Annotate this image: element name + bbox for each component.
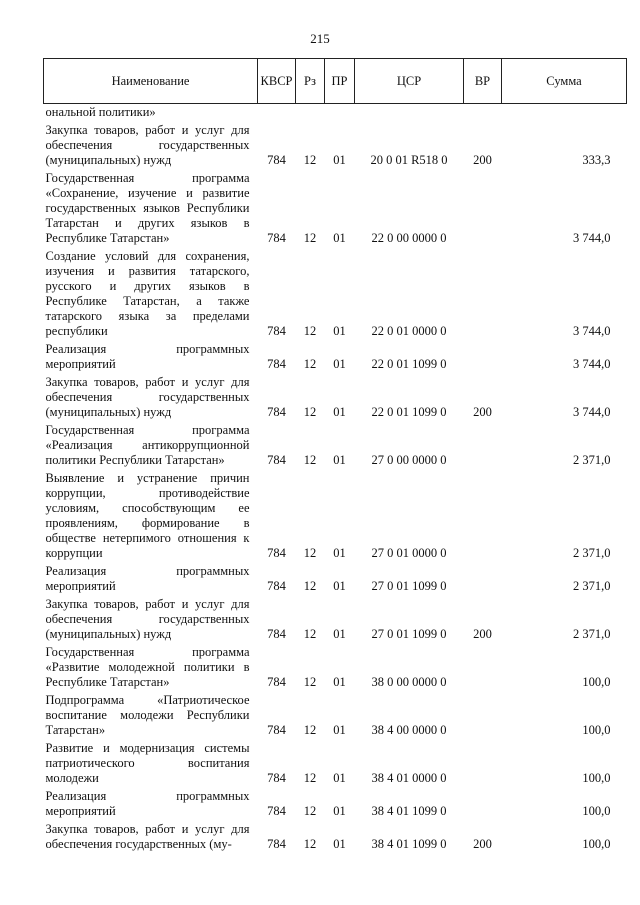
cell-kvsr: 784 xyxy=(267,675,286,689)
cell-name: Государственная программа «Реализация антикоррупционной политики Республики Татарстан» xyxy=(45,423,250,467)
cell-rz: 12 xyxy=(303,627,317,641)
cell-vr xyxy=(464,248,502,341)
table-row xyxy=(44,563,627,596)
cell-rz: 12 xyxy=(303,546,317,560)
cell-pr: 01 xyxy=(333,546,346,560)
header-sum: Сумма xyxy=(502,59,627,104)
cell-csr: 22 0 01 1099 0 xyxy=(371,357,447,371)
cell-kvsr: 784 xyxy=(267,723,286,737)
table-row xyxy=(44,740,627,788)
cell-vr xyxy=(464,470,502,563)
cell-kvsr: 784 xyxy=(267,153,286,167)
cell-name: Реализация программных мероприятий xyxy=(45,342,250,371)
table-body xyxy=(44,104,627,855)
cell-sum: 2 371,0 xyxy=(573,579,611,593)
cell-sum: 333,3 xyxy=(582,153,611,167)
header-csr: ЦСР xyxy=(355,59,464,104)
cell-vr xyxy=(464,341,502,374)
cell-kvsr: 784 xyxy=(267,804,286,818)
cell-vr xyxy=(464,788,502,821)
cell-kvsr: 784 xyxy=(267,357,286,371)
header-pr: ПР xyxy=(325,59,355,104)
cell-name: Закупка товаров, работ и услуг для обеспечения государственных (му- xyxy=(45,822,250,851)
cell-name: ональной политики» xyxy=(45,105,156,119)
table-header-row xyxy=(44,59,627,104)
cell-name: Реализация программных мероприятий xyxy=(45,789,250,818)
header-kvsr: КВСР xyxy=(258,59,296,104)
cell-pr: 01 xyxy=(333,153,346,167)
cell-vr xyxy=(464,563,502,596)
cell-csr: 38 4 01 0000 0 xyxy=(371,771,447,785)
cell-kvsr: 784 xyxy=(267,231,286,245)
cell-vr: 200 xyxy=(473,405,492,419)
cell-kvsr: 784 xyxy=(267,771,286,785)
cell-csr: 27 0 01 1099 0 xyxy=(371,627,447,641)
cell-sum: 3 744,0 xyxy=(573,357,611,371)
cell-vr xyxy=(464,104,502,123)
header-rz: Рз xyxy=(296,59,325,104)
table-row xyxy=(44,374,627,422)
table-row xyxy=(44,692,627,740)
cell-sum: 100,0 xyxy=(582,723,611,737)
table-row xyxy=(44,788,627,821)
page-number: 215 xyxy=(310,31,330,46)
cell-vr xyxy=(464,644,502,692)
cell-rz: 12 xyxy=(303,723,317,737)
cell-sum: 3 744,0 xyxy=(573,231,611,245)
cell-csr: 38 0 00 0000 0 xyxy=(371,675,447,689)
cell-csr: 27 0 01 1099 0 xyxy=(371,579,447,593)
table-row xyxy=(44,341,627,374)
header-vr: ВР xyxy=(464,59,502,104)
cell-sum: 100,0 xyxy=(582,837,611,851)
cell-pr: 01 xyxy=(333,453,346,467)
table-row xyxy=(44,104,627,123)
cell-rz: 12 xyxy=(303,231,317,245)
cell-kvsr: 784 xyxy=(267,453,286,467)
cell-csr: 27 0 00 0000 0 xyxy=(371,453,447,467)
cell-csr: 38 4 01 1099 0 xyxy=(371,804,447,818)
cell-csr: 22 0 01 1099 0 xyxy=(371,405,447,419)
cell-rz: 12 xyxy=(303,837,317,851)
cell-pr: 01 xyxy=(333,771,346,785)
cell-name: Реализация программных мероприятий xyxy=(45,564,250,593)
cell-rz: 12 xyxy=(303,357,317,371)
cell-sum: 100,0 xyxy=(582,771,611,785)
cell-kvsr: 784 xyxy=(267,579,286,593)
cell-kvsr xyxy=(258,104,296,123)
cell-sum: 2 371,0 xyxy=(573,627,611,641)
cell-vr: 200 xyxy=(473,627,492,641)
cell-csr: 38 4 01 1099 0 xyxy=(371,837,447,851)
cell-pr: 01 xyxy=(333,627,346,641)
cell-name: Создание условий для сохранения, изучения и развития татарского, русского и других языков в Республике Татарстан, а также татарского языка за пределами республики xyxy=(45,249,250,338)
table-row xyxy=(44,122,627,170)
cell-vr xyxy=(464,170,502,248)
cell-rz: 12 xyxy=(303,771,317,785)
cell-rz: 12 xyxy=(303,453,317,467)
cell-kvsr: 784 xyxy=(267,627,286,641)
cell-rz: 12 xyxy=(303,405,317,419)
cell-sum: 3 744,0 xyxy=(573,405,611,419)
cell-name: Выявление и устранение причин коррупции, противодействие условиям, способствующим ее проявлениям, формирование в обществе нетерпимого отношения к коррупции xyxy=(45,471,250,560)
cell-vr xyxy=(464,422,502,470)
cell-name: Подпрограмма «Патриотическое воспитание молодежи Республики Татарстан» xyxy=(45,693,250,737)
cell-sum: 100,0 xyxy=(582,675,611,689)
cell-rz: 12 xyxy=(303,579,317,593)
cell-vr xyxy=(464,692,502,740)
cell-pr: 01 xyxy=(333,804,346,818)
budget-table xyxy=(43,58,627,854)
cell-csr: 22 0 00 0000 0 xyxy=(371,231,447,245)
table-row xyxy=(44,248,627,341)
cell-kvsr: 784 xyxy=(267,837,286,851)
cell-vr xyxy=(464,740,502,788)
cell-pr xyxy=(325,104,355,123)
cell-sum: 2 371,0 xyxy=(573,453,611,467)
header-name: Наименование xyxy=(44,59,258,104)
table-row xyxy=(44,821,627,854)
cell-sum xyxy=(502,104,627,123)
table-row xyxy=(44,644,627,692)
cell-vr: 200 xyxy=(473,153,492,167)
cell-sum: 2 371,0 xyxy=(573,546,611,560)
cell-pr: 01 xyxy=(333,723,346,737)
cell-pr: 01 xyxy=(333,675,346,689)
cell-kvsr: 784 xyxy=(267,324,286,338)
cell-sum: 3 744,0 xyxy=(573,324,611,338)
cell-name: Государственная программа «Развитие молодежной политики в Республике Татарстан» xyxy=(45,645,250,689)
cell-pr: 01 xyxy=(333,357,346,371)
cell-csr: 20 0 01 R518 0 xyxy=(370,153,448,167)
cell-rz: 12 xyxy=(303,153,317,167)
cell-kvsr: 784 xyxy=(267,546,286,560)
cell-pr: 01 xyxy=(333,231,346,245)
cell-rz: 12 xyxy=(303,804,317,818)
cell-rz: 12 xyxy=(303,675,317,689)
table-row xyxy=(44,170,627,248)
cell-rz: 12 xyxy=(303,324,317,338)
cell-vr: 200 xyxy=(473,837,492,851)
cell-name: Закупка товаров, работ и услуг для обеспечения государственных (муниципальных) нужд xyxy=(45,123,250,167)
cell-name: Закупка товаров, работ и услуг для обеспечения государственных (муниципальных) нужд xyxy=(45,375,250,419)
cell-name: Государственная программа «Сохранение, изучение и развитие государственных языков Республики Татарстан и других языков в Республике Татарстан» xyxy=(45,171,250,245)
cell-name: Закупка товаров, работ и услуг для обеспечения государственных (муниципальных) нужд xyxy=(45,597,250,641)
cell-csr: 22 0 01 0000 0 xyxy=(371,324,447,338)
cell-pr: 01 xyxy=(333,405,346,419)
cell-csr xyxy=(355,104,464,123)
cell-kvsr: 784 xyxy=(267,405,286,419)
table-row xyxy=(44,470,627,563)
cell-csr: 38 4 00 0000 0 xyxy=(371,723,447,737)
cell-sum: 100,0 xyxy=(582,804,611,818)
cell-name: Развитие и модернизация системы патриотического воспитания молодежи xyxy=(45,741,250,785)
cell-pr: 01 xyxy=(333,837,346,851)
table-row xyxy=(44,422,627,470)
cell-pr: 01 xyxy=(333,324,346,338)
cell-rz xyxy=(296,104,325,123)
table-row xyxy=(44,596,627,644)
cell-pr: 01 xyxy=(333,579,346,593)
cell-csr: 27 0 01 0000 0 xyxy=(371,546,447,560)
